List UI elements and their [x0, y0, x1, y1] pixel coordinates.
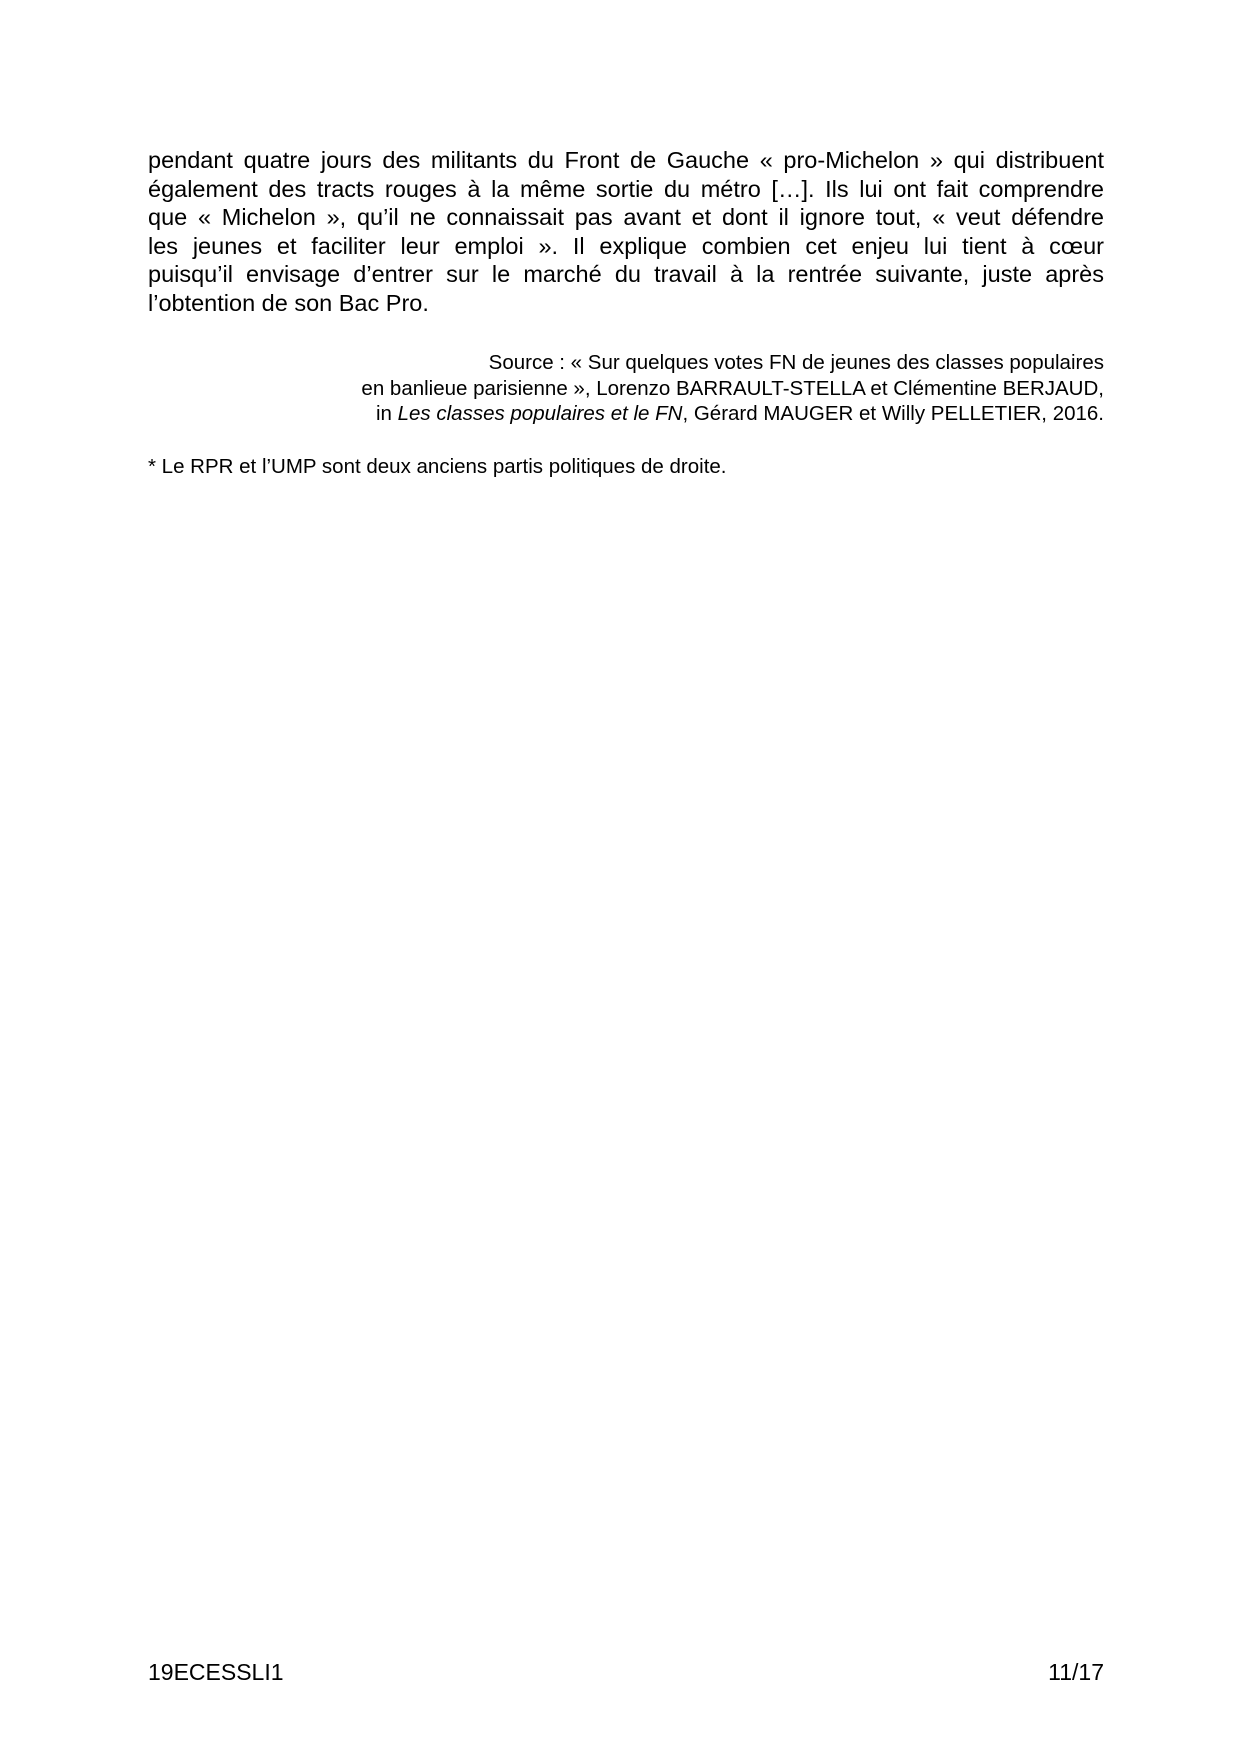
source-citation: [148, 350, 1104, 427]
paragraph-line: l’obtention de son Bac Pro.: [148, 289, 429, 316]
footnote: * Le RPR et l’UMP sont deux anciens partis politiques de droite.: [148, 455, 727, 478]
source-suffix: , Gérard MAUGER et Willy PELLETIER, 2016.: [682, 402, 1104, 425]
body-paragraph: [148, 146, 1104, 318]
source-line-1: Source : « Sur quelques votes FN de jeunes des classes populaires: [488, 351, 1104, 374]
page-number: 11/17: [1048, 1659, 1104, 1685]
source-book-title: Les classes populaires et le FN: [397, 402, 683, 425]
source-prefix: in: [375, 402, 398, 425]
paragraph-line: les jeunes et faciliter leur emploi ». Il explique combien cet enjeu lui tient à cœur: [148, 232, 1104, 259]
paragraph-line: puisqu’il envisage d’entrer sur le marché du travail à la rentrée suivante, juste après: [148, 261, 1104, 288]
paragraph-line: que « Michelon », qu’il ne connaissait pas avant et dont il ignore tout, « veut défendre: [148, 204, 1104, 231]
document-code: 19ECESSLI1: [148, 1659, 284, 1685]
paragraph-line: pendant quatre jours des militants du Front de Gauche « pro-Michelon » qui distribuent: [148, 147, 1104, 173]
source-line-2: en banlieue parisienne », Lorenzo BARRAULT-STELLA et Clémentine BERJAUD,: [361, 376, 1104, 400]
source-line-3: [148, 401, 1104, 427]
page-footer: [148, 1658, 1104, 1686]
paragraph-line: également des tracts rouges à la même sortie du métro […]. Ils lui ont fait comprendre: [148, 175, 1104, 202]
